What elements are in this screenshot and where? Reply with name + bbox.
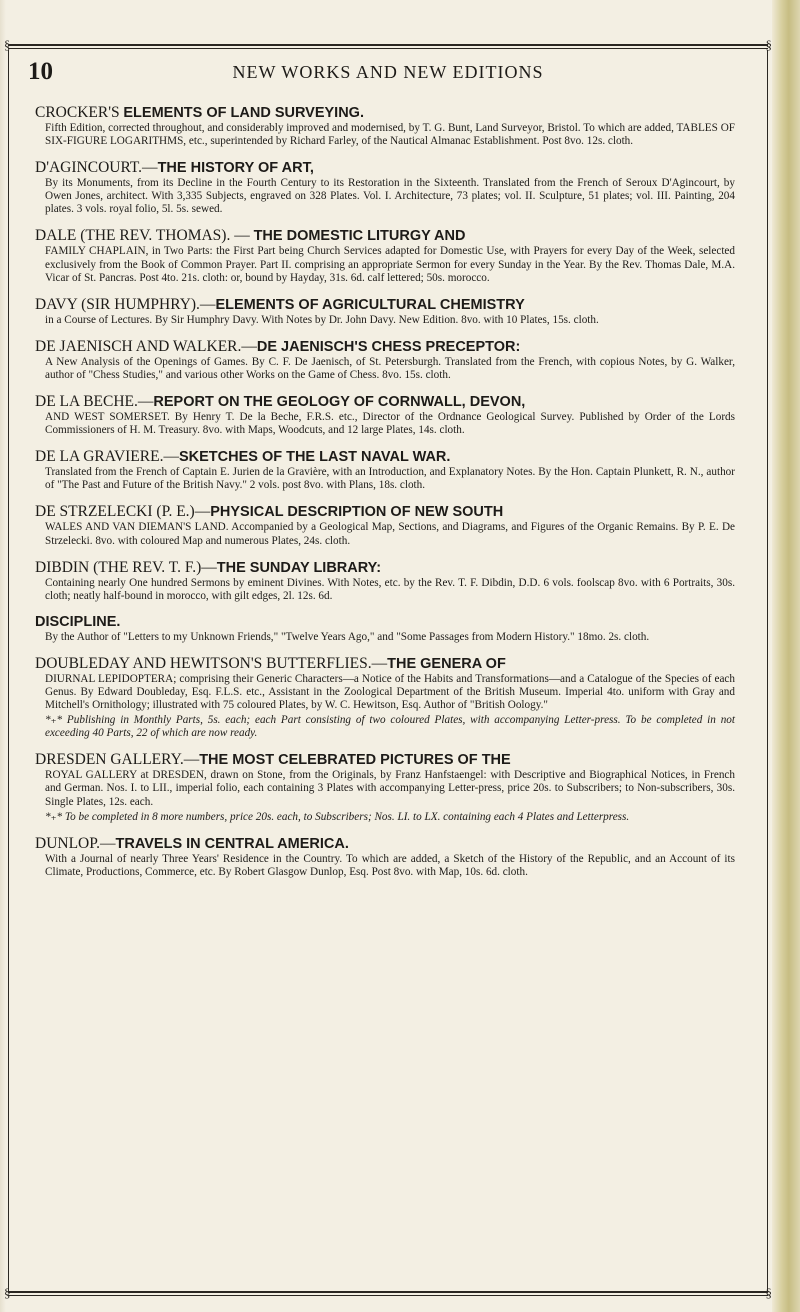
ornament-bottom-right: §	[765, 1285, 772, 1300]
catalogue-entry	[35, 104, 735, 148]
entry-title: DE JAENISCH'S CHESS PRECEPTOR:	[256, 338, 521, 355]
catalogue-entry	[35, 835, 735, 879]
bottom-rule-thin	[8, 1295, 768, 1296]
entry-title: THE MOST CELEBRATED PICTURES OF THE	[199, 752, 511, 769]
ornament-bottom-left: §	[4, 1285, 11, 1300]
entry-body: Fifth Edition, corrected throughout, and considerably improved and modernised, by T. G. Bunt, Land Surveyor, Bristol. To which are added, TABLES OF SIX-FIGURE LOGARITHMS, etc., superintended by Richard Farley, of the Nautical Almanac Establishment. Post 8vo. 12s. cloth.	[45, 122, 735, 148]
bottom-double-rule	[8, 1291, 768, 1293]
entry-title: SKETCHES OF THE LAST NAVAL WAR.	[178, 449, 451, 466]
catalogue-entry	[35, 614, 735, 644]
entry-body: Containing nearly One hundred Sermons by eminent Divines. With Notes, etc. by the Rev. T. F. Dibdin, D.D. 6 vols. foolscap 8vo. with 6 Portraits, 30s. cloth; neatly half-bound in morocco, with gilt edges, 2l. 12s. 6d.	[45, 576, 735, 602]
entry-list	[35, 104, 735, 890]
catalogue-entry	[35, 227, 735, 284]
entry-title: ELEMENTS OF AGRICULTURAL CHEMISTRY	[215, 296, 525, 313]
entry-title: ELEMENTS OF LAND SURVEYING.	[123, 105, 364, 121]
entry-title: PHYSICAL DESCRIPTION OF NEW SOUTH	[210, 504, 504, 521]
left-border-line	[8, 50, 9, 1291]
ornament-top-right: §	[765, 37, 772, 52]
catalogue-entry	[35, 393, 735, 437]
entry-author: D'AGINCOURT.—	[35, 159, 158, 177]
entry-body: By its Monuments, from its Decline in the Fourth Century to its Restoration in the Sixteenth. Translated from the French of Seroux D'Agincourt, by Owen Jones, architect. With 3,335 Subjects, engraved on 328 Plates. Vol. I. Architecture, 73 plates; vol. II. Sculpture, 51 plates; vol. III. Painting, 204 plates. 3 vols. royal folio, 5l. 5s. sewed.	[45, 177, 735, 216]
entry-title: THE GENERA OF	[387, 655, 506, 672]
entry-body: FAMILY CHAPLAIN, in Two Parts: the First Part being Church Services adapted for Domestic Use, with Prayers for every Day of the Week, selected exclusively from the Book of Common Prayer. Part II. comprising an appropriate Sermon for every Sunday in the Year. By the Rev. Thomas Dale, M.A. Vicar of St. Pancras. Post 4to. 21s. cloth: or, bound by Hayday, 31s. 6d. calf lettered; 50s. morocco.	[45, 245, 735, 284]
ornament-top-left: §	[4, 37, 11, 52]
entry-body: By the Author of "Letters to my Unknown Friends," "Twelve Years Ago," and "Some Passages from Modern History." 18mo. 2s. cloth.	[45, 630, 650, 643]
catalogue-entry	[35, 655, 735, 740]
entry-author: DE LA GRAVIERE.—	[35, 448, 179, 466]
page-number: 10	[28, 58, 53, 85]
running-head: NEW WORKS AND NEW EDITIONS	[232, 62, 544, 82]
catalogue-page	[4, 22, 772, 1300]
top-rule-thin	[8, 48, 768, 49]
entry-author: DE LA BECHE.—	[35, 393, 154, 411]
entry-body: ROYAL GALLERY at DRESDEN, drawn on Stone, from the Originals, by Franz Hanfstaengel: with Descriptive and Biographical Notices, in French and German. Nos. I. to LII., imperial folio, each containing 3 Plates with accompanying Letter-press, price 20s. to Subscribers; to Non-subscribers, 30s. Single Plates, 12s. each.	[45, 769, 735, 808]
entry-title: DISCIPLINE.	[35, 613, 121, 630]
entry-note: *₊* Publishing in Monthly Parts, 5s. each; each Part consisting of two coloured Plates, with accompanying Letter-press. To be completed in not exceeding 40 Parts, 22 of which are now ready.	[45, 714, 735, 740]
entry-author: DRESDEN GALLERY.—	[35, 751, 200, 769]
catalogue-entry	[35, 159, 735, 216]
entry-title: THE HISTORY OF ART,	[157, 160, 314, 177]
catalogue-entry	[35, 296, 735, 327]
entry-note: *₊* To be completed in 8 more numbers, price 20s. each, to Subscribers; Nos. LI. to LX. containing each 4 Plates and Letterpress.	[45, 810, 630, 823]
top-double-rule	[8, 44, 768, 46]
catalogue-entry	[35, 448, 735, 492]
entry-title: THE DOMESTIC LITURGY AND	[253, 228, 466, 245]
right-border-line	[767, 50, 768, 1291]
entry-title: REPORT ON THE GEOLOGY OF CORNWALL, DEVON,	[153, 394, 526, 411]
entry-author: CROCKER'S	[35, 104, 120, 121]
entry-title: TRAVELS IN CENTRAL AMERICA.	[115, 835, 349, 852]
catalogue-entry	[35, 751, 735, 823]
entry-body: DIURNAL LEPIDOPTERA; comprising their Generic Characters—a Notice of the Habits and Transformations—and a Catalogue of the Species of each Genus. By Edward Doubleday, Esq. F.L.S. etc., Assistant in the Zoological Department of the British Museum. Imperial 4to. uniform with Gray and Mitchell's Ornithology; illustrated with 75 coloured Plates, by W. C. Hewitson, Esq. Author of "British Oology."	[45, 672, 735, 712]
catalogue-entry	[35, 559, 735, 603]
entry-author: DIBDIN (THE REV. T. F.)—	[35, 558, 217, 576]
catalogue-entry	[35, 338, 735, 382]
entry-body: AND WEST SOMERSET. By Henry T. De la Beche, F.R.S. etc., Director of the Ordnance Geological Survey. Published by Order of the Lords Commissioners of H. M. Treasury. 8vo. with Maps, Woodcuts, and 12 large Plates, 14s. cloth.	[45, 411, 735, 437]
page-header	[28, 58, 748, 88]
entry-author: DE STRZELECKI (P. E.)—	[35, 503, 211, 521]
entry-body: in a Course of Lectures. By Sir Humphry Davy. With Notes by Dr. John Davy. New Edition. 8vo. with 10 Plates, 15s. cloth.	[45, 313, 599, 326]
entry-body: A New Analysis of the Openings of Games. By C. F. De Jaenisch, of St. Petersburgh. Translated from the French, with copious Notes, by G. Walker, author of "Chess Studies," and various other Works on the Game of Chess. 8vo. 15s. cloth.	[45, 355, 735, 381]
catalogue-entry	[35, 503, 735, 547]
entry-author: DAVY (SIR HUMPHRY).—	[35, 295, 216, 313]
entry-author: DE JAENISCH AND WALKER.—	[35, 337, 257, 355]
entry-body: Translated from the French of Captain E. Jurien de la Gravière, with an Introduction, and Explanatory Notes. By the Hon. Captain Plunkett, R. N., author of "The Past and Future of the British Navy." 2 vols. post 8vo. with Plans, 18s. cloth.	[45, 466, 735, 492]
entry-body: With a Journal of nearly Three Years' Residence in the Country. To which are added, a Sketch of the History of the Republic, and an Account of its Climate, Productions, Commerce, etc. By Robert Glasgow Dunlop, Esq. Post 8vo. with Map, 10s. 6d. cloth.	[45, 852, 735, 878]
book-spine-edge	[772, 0, 800, 1312]
entry-title: THE SUNDAY LIBRARY:	[216, 559, 382, 576]
entry-author: DALE (THE REV. THOMAS). —	[35, 227, 254, 245]
entry-author: DUNLOP.—	[35, 834, 116, 852]
entry-author: DOUBLEDAY AND HEWITSON'S BUTTERFLIES.—	[35, 654, 388, 672]
page-left-edge	[0, 0, 6, 1312]
entry-body: WALES AND VAN DIEMAN'S LAND. Accompanied by a Geological Map, Sections, and Diagrams, and Figures of the Organic Remains. By P. E. De Strzelecki. 8vo. with coloured Map and numerous Plates, 24s. cloth.	[45, 521, 735, 547]
